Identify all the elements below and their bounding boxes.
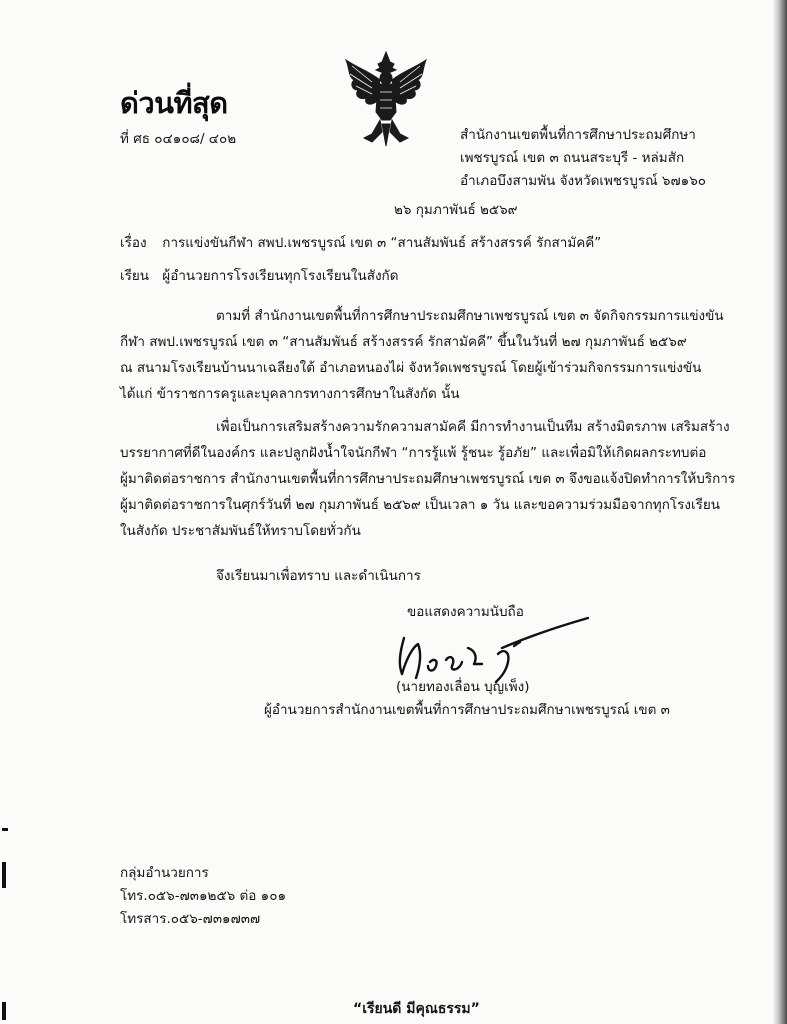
urgent-label: ด่วนที่สุด bbox=[120, 86, 228, 120]
body-line: ณ สนามโรงเรียนบ้านนาเฉลียงใต้ อำเภอหนองไผ่ จังหวัดเพชรบูรณ์ โดยผู้เข้าร่วมกิจกรรมการแข่งขัน bbox=[120, 360, 702, 376]
footer-department: กลุ่มอำนวยการ bbox=[120, 865, 209, 881]
footer-contact bbox=[120, 865, 286, 934]
body-line: ตามที่ สำนักงานเขตพื้นที่การศึกษาประถมศึกษาเพชรบูรณ์ เขต ๓ จัดกิจกรรมการแข่งขัน bbox=[216, 308, 724, 324]
recipient-label: เรียน bbox=[120, 268, 150, 284]
footer-phone: โทร.๐๕๖-๗๓๑๒๕๖ ต่อ ๑๐๑ bbox=[120, 888, 287, 904]
body-line: กีฬา สพป.เพชรบูรณ์ เขต ๓ “สานสัมพันธ์ สร้างสรรค์ รักสามัคคี” ขึ้นในวันที่ ๒๗ กุมภาพันธ์ ๒๕๖๙ bbox=[120, 334, 687, 350]
subject-line bbox=[120, 235, 601, 251]
garuda-emblem-icon bbox=[342, 50, 430, 148]
body-paragraph-2 bbox=[120, 414, 736, 544]
body-line: ผู้มาติดต่อราชการในศุกร์วันที่ ๒๗ กุมภาพันธ์ ๒๕๖๙ เป็นเวลา ๑ วัน และขอความร่วมมือจากทุกโรงเรียน bbox=[120, 497, 720, 513]
closing-text: จึงเรียนมาเพื่อทราบ และดำเนินการ bbox=[216, 568, 421, 584]
signer-name: (นายทองเลื่อน บุญเพ็ง) bbox=[396, 679, 530, 695]
body-line: บรรยากาศที่ดีในองค์กร และปลูกฝังน้ำใจนักกีฬา “การรู้แพ้ รู้ชนะ รู้อภัย” และเพื่อมิให้เกิดผลกระทบต่อ bbox=[120, 445, 707, 461]
body-line: ได้แก่ ข้าราชการครูและบุคลากรทางการศึกษาในสังกัด นั้น bbox=[120, 386, 460, 402]
recipient-line bbox=[120, 268, 398, 284]
recipient-text: ผู้อำนวยการโรงเรียนทุกโรงเรียนในสังกัด bbox=[162, 268, 399, 284]
scan-edge-shadow bbox=[773, 0, 787, 1024]
sender-address bbox=[460, 127, 760, 196]
handwritten-signature bbox=[390, 618, 600, 688]
footer-fax: โทรสาร.๐๕๖-๗๓๑๗๓๗ bbox=[120, 911, 261, 927]
body-line: ในสังกัด ประชาสัมพันธ์ให้ทราบโดยทั่วกัน bbox=[120, 523, 361, 539]
sender-address-line: สำนักงานเขตพื้นที่การศึกษาประถมศึกษา bbox=[460, 127, 696, 143]
scan-punch-mark bbox=[2, 1002, 6, 1020]
reference-number: ที่ ศธ ๐๔๑๐๘/ ๔๐๒ bbox=[120, 131, 237, 147]
subject-text: การแข่งขันกีฬา สพป.เพชรบูรณ์ เขต ๓ “สานสัมพันธ์ สร้างสรรค์ รักสามัคคี” bbox=[162, 235, 602, 251]
scan-punch-mark bbox=[2, 862, 6, 888]
letter-date: ๒๖ กุมภาพันธ์ ๒๕๖๙ bbox=[394, 202, 518, 218]
body-line: ผู้มาติดต่อราชการ สำนักงานเขตพื้นที่การศึกษาประถมศึกษาเพชรบูรณ์ เขต ๓ จึงขอแจ้งปิดทำการให้บริการ bbox=[120, 471, 736, 487]
scan-punch-mark bbox=[2, 828, 8, 831]
signer-position: ผู้อำนวยการสำนักงานเขตพื้นที่การศึกษาประถมศึกษาเพชรบูรณ์ เขต ๓ bbox=[264, 702, 670, 718]
subject-label: เรื่อง bbox=[120, 235, 147, 251]
sender-address-line: อำเภอบึงสามพัน จังหวัดเพชรบูรณ์ ๖๗๑๖๐ bbox=[460, 173, 707, 189]
sender-address-line: เพชรบูรณ์ เขต ๓ ถนนสระบุรี - หล่มสัก bbox=[460, 150, 685, 166]
body-line: เพื่อเป็นการเสริมสร้างความรักความสามัคคี มีการทำงานเป็นทีม สร้างมิตรภาพ เสริมสร้าง bbox=[216, 419, 730, 435]
respect-text: ขอแสดงความนับถือ bbox=[407, 604, 524, 620]
body-paragraph-1 bbox=[120, 303, 724, 407]
footer-slogan: “เรียนดี มีคุณธรรม” bbox=[353, 1001, 480, 1017]
